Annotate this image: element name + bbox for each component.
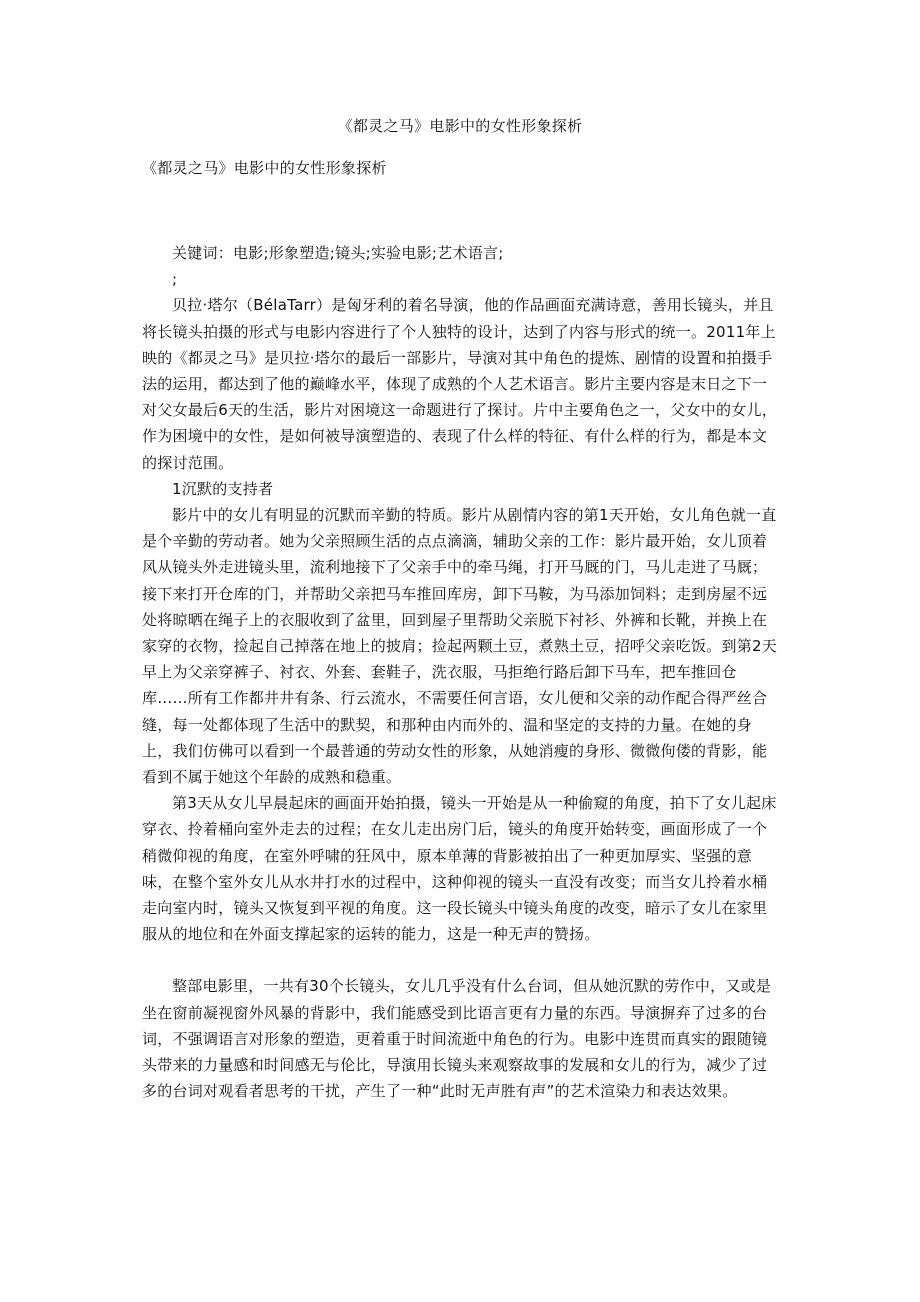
paragraph: 整部电影里，一共有30个长镜头，女儿几乎没有什么台词，但从她沉默的劳作中，又或是坐在窗前凝视窗外风暴的背影中，我们能感受到比语言更有力量的东西。导演摒弃了过多的台词，不强调语言对形象的塑造，更着重于时间流逝中角色的行为。电影中连贯而真实的跟随镜头带来的力量感和时间感无与伦比，导演用长镜头来观察故事的发展和女儿的行为，减少了过多的台词对观看者思考的干扰，产生了一种“此时无声胜有声”的艺术渲染力和表达效果。: [142, 977, 772, 1101]
paragraph-intro: 贝拉·塔尔（BélaTarr）是匈牙利的着名导演，他的作品画面充满诗意，善用长镜头，并且将长镜头拍摄的形式与电影内容进行了个人独特的设计，达到了内容与形式的统一。2011年上映的《都灵之马》是贝拉·塔尔的最后一部影片，导演对其中角色的提炼、剧情的设置和拍摄手法的运用，都达到了他的巅峰水平，体现了成熟的个人艺术语言。影片主要内容是末日之下一对父女最后6天的生活，影片对困境这一命题进行了探讨。片中主要角色之一，父女中的女儿，作为困境中的女性，是如何被导演塑造的、表现了什么样的特征、有什么样的行为，都是本文的探讨范围。: [142, 296, 778, 472]
document-body: [142, 240, 782, 1105]
paragraph: 影片中的女儿有明显的沉默而辛勤的特质。影片从剧情内容的第1天开始，女儿角色就一直是个辛勤的劳动者。她为父亲照顾生活的点点滴滴，辅助父亲的工作：影片最开始，女儿顶着风从镜头外走进镜头里，流利地接下了父亲手中的牵马绳，打开马厩的门，马儿走进了马厩；接下来打开仓库的门，并帮助父亲把马车推回库房，卸下马鞍，为马添加饲料；走到房屋不远处将晾晒在绳子上的衣服收到了盆里，回到屋子里帮助父亲脱下衬衫、外裤和长靴，并换上在家穿的衣物，捡起自己掉落在地上的披肩；捡起两颗土豆，煮熟土豆，招呼父亲吃饭。到第2天早上为父亲穿裤子、衬衣、外套、套鞋子，洗衣服，马拒绝行路后卸下马车，把车推回仓库……所有工作都井井有条、行云流水，不需要任何言语，女儿便和父亲的动作配合得严丝合缝，每一处都体现了生活中的默契，和那种由内而外的、温和坚定的支持的力量。在她的身上，我们仿佛可以看到一个最普通的劳动女性的形象，从她消瘦的身形、微微佝偻的背影，能看到不属于她这个年龄的成熟和稳重。: [142, 506, 778, 787]
paragraph: 第3天从女儿早晨起床的画面开始拍摄，镜头一开始是从一种偷窥的角度，拍下了女儿起床穿衣、拎着桶向室外走去的过程；在女儿走出房门后，镜头的角度开始转变，画面形成了一个稍微仰视的角度，在室外呼啸的狂风中，原本单薄的背影被拍出了一种更加厚实、坚强的意味，在整个室外女儿从水井打水的过程中，这种仰视的镜头一直没有改变；而当女儿拎着水桶走向室内时，镜头又恢复到平视的角度。这一段长镜头中镜头角度的改变，暗示了女儿在家里服从的地位和在外面支撑起家的运转的能力，这是一种无声的赞扬。: [142, 794, 777, 944]
document-subtitle: 《都灵之马》电影中的女性形象探析: [142, 159, 387, 177]
keywords-tail: ;: [172, 270, 178, 289]
document-title: 《都灵之马》电影中的女性形象探析: [337, 117, 583, 135]
keywords-line: 关键词：电影;形象塑造;镜头;实验电影;艺术语言;: [172, 244, 504, 262]
section-heading: 1沉默的支持者: [172, 479, 274, 498]
